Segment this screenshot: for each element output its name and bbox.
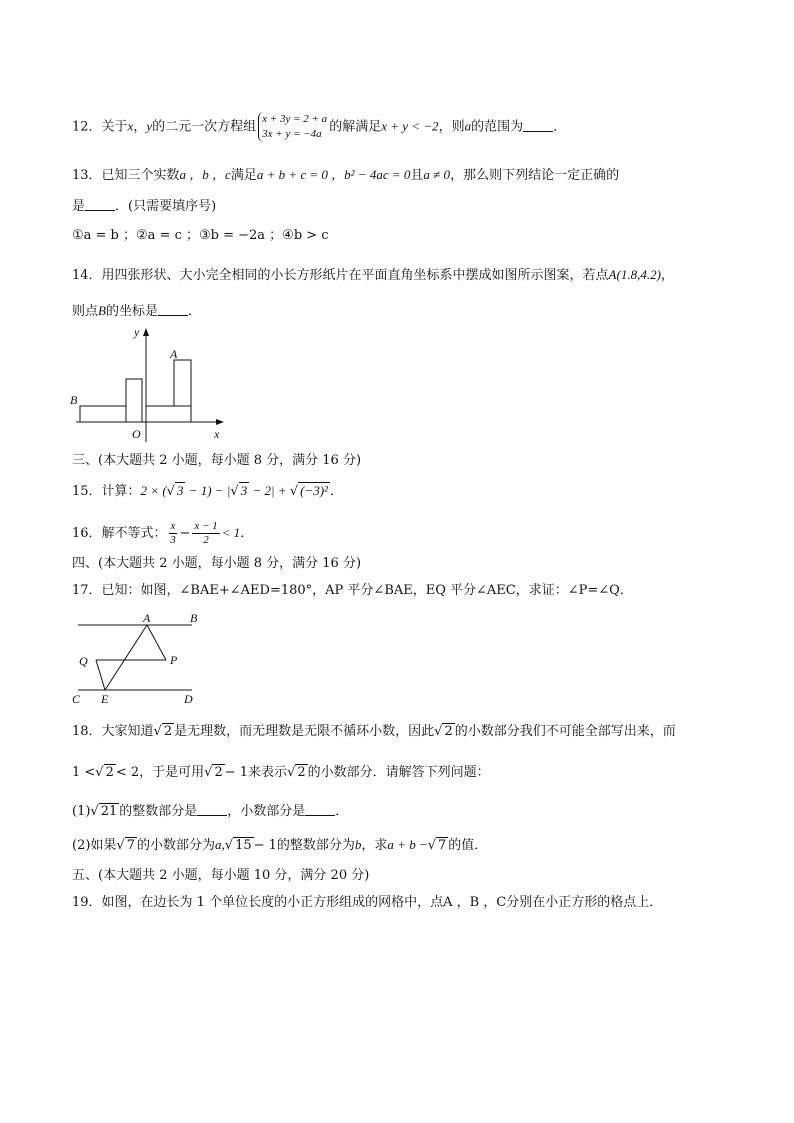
label-D: D	[184, 692, 193, 706]
answer-blank	[197, 803, 227, 816]
label-C: C	[72, 692, 81, 706]
label-O: O	[132, 427, 141, 441]
rectangle-vertical-right	[174, 360, 191, 406]
question-17: 17．已知：如图，∠BAE+∠AED=180°，AP 平分∠BAE，EQ 平分∠AEC，求证：∠P=∠Q．	[72, 583, 633, 598]
rectangle-vertical-left	[126, 379, 142, 422]
answer-blank	[85, 198, 115, 211]
question-18-line-1: 18．大家知道√ 2 是无理数，而无理数是无限不循环小数，因此√ 2 的小数部分我们不可能全部写出来，而	[72, 724, 676, 739]
question-18-line-2: 1 <√ 2 < 2，于是可用√ 2 − 1来表示√ 2 的小数部分．请解答下列问题：	[72, 765, 490, 780]
label-B: B	[190, 611, 198, 625]
question-18-part-2: (2)如果√ 7 的小数部分为a,√ 15 − 1的整数部分为b，求a + b −√ 7 的值．	[72, 837, 488, 853]
rectangle-left-horizontal	[80, 406, 126, 422]
section-3-heading: 三、(本大题共 2 小题，每小题 8 分，满分 16 分)	[72, 453, 362, 468]
label-y: y	[134, 325, 140, 339]
rectangle-right-horizontal	[146, 406, 191, 422]
x-axis-arrow	[216, 419, 224, 425]
segment-AP	[147, 625, 166, 660]
equation-system: x + 3y = 2 + a 3x + y = −4a	[258, 112, 327, 142]
fraction-x-minus-1-over-2: $\frac{x - 1}{2}$	[194, 520, 218, 546]
answer-blank	[305, 803, 335, 816]
label-A: A	[143, 611, 151, 625]
label-B: B	[70, 393, 78, 407]
answer-blank	[158, 303, 188, 316]
fraction-x-over-3: $\frac{x}{3}$	[170, 520, 176, 546]
section-5-heading: 五、(本大题共 2 小题，每小题 10 分，满分 20 分)	[72, 868, 370, 883]
question-15: 15．计算：2 × (√ 3 − 1) − |√ 3 − 2| + √ (−3)² ．	[72, 483, 343, 499]
label-x: x	[214, 427, 220, 441]
segment-EQ	[96, 660, 105, 690]
label-A: A	[170, 347, 178, 361]
q14-figure	[68, 322, 238, 448]
y-axis-arrow	[143, 328, 149, 336]
question-12: 12．关于x，y的二元一次方程组 x + 3y = 2 + a 3x + y = −4a 的解满足x + y < −2，则a的范围为 ．	[72, 113, 567, 140]
question-18-part-1: (1)√ 21 的整数部分是 ，小数部分是 ．	[72, 804, 349, 819]
question-14-line-1: 14．用四张形状、大小完全相同的小长方形纸片在平面直角坐标系中摆成如图所示图案，若点A(1.8,4.2)，	[72, 267, 674, 283]
segment-AE	[105, 625, 147, 690]
question-13-options: ①a = b ；②a = c ；③b = −2a ；④b > c	[72, 228, 329, 243]
section-4-heading: 四、(本大题共 2 小题，每小题 8 分，满分 16 分)	[72, 556, 362, 571]
label-P: P	[170, 653, 178, 667]
label-Q: Q	[79, 654, 88, 668]
q17-figure	[70, 612, 210, 706]
question-16: 16．解不等式： $\frac{x}{3}$ − $\frac{x - 1}{2}$ < 1．	[72, 520, 254, 546]
question-19: 19．如图，在边长为 1 个单位长度的小正方形组成的网格中，点A ，B ，C分别在小正方形的格点上．	[72, 895, 663, 910]
question-13-line-1: 13．已知三个实数a ，b ，c满足a + b + c = 0 ，b² − 4ac = 0且a ≠ 0，那么则下列结论一定正确的	[72, 167, 620, 183]
label-E: E	[101, 692, 109, 706]
question-13-line-2: 是 ．(只需要填序号)	[72, 199, 217, 214]
answer-blank	[523, 119, 553, 132]
question-14-line-2: 则点B的坐标是 ．	[72, 303, 201, 319]
